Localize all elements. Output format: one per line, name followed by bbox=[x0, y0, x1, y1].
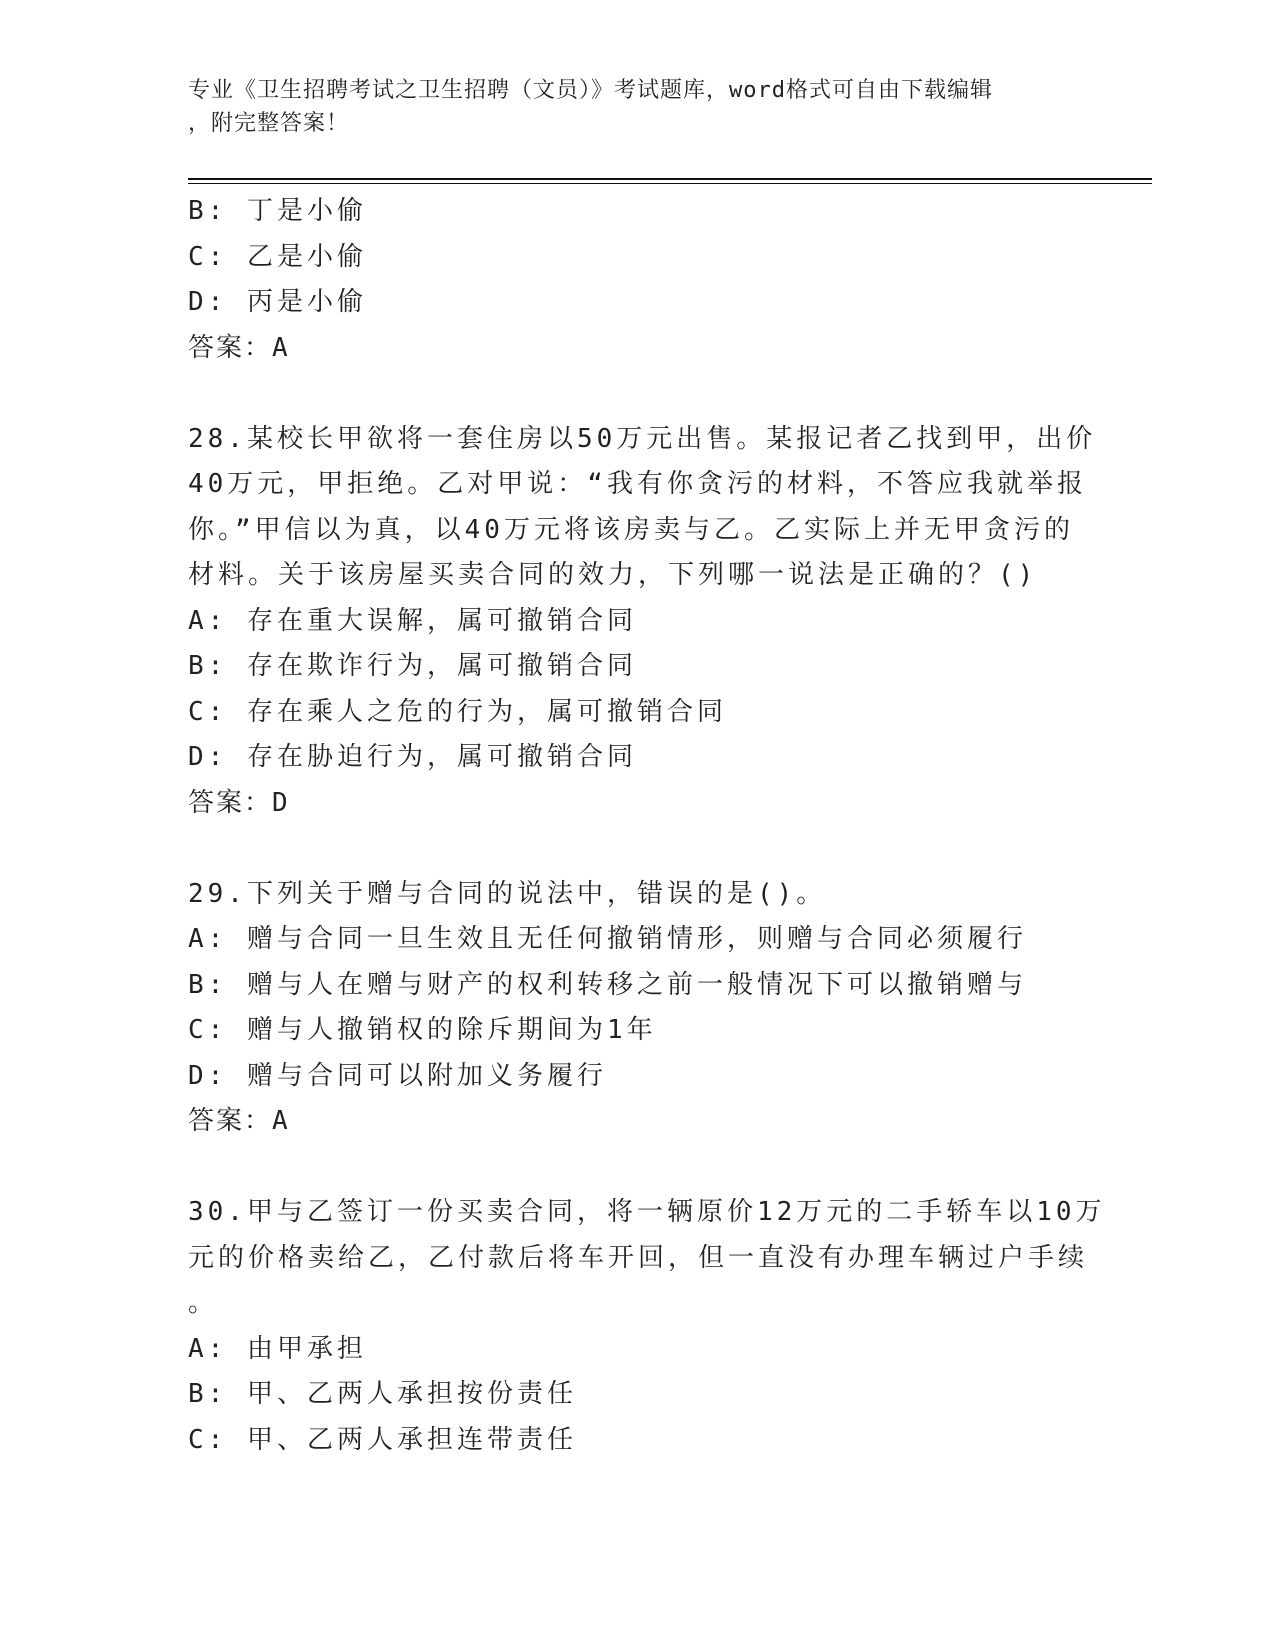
spacer bbox=[188, 1145, 1078, 1191]
question-30 bbox=[188, 1190, 1106, 1463]
answer-label: 答案：A bbox=[188, 332, 290, 363]
header-line-1: 专业《卫生招聘考试之卫生招聘（文员）》考试题库，word格式可自由下载编辑 bbox=[188, 78, 993, 103]
option-b: B: 赠与人在赠与财产的权利转移之前一般情况下可以撤销赠与 bbox=[188, 969, 1027, 1000]
question-stem-line: 40万元，甲拒绝。乙对甲说：“我有你贪污的材料，不答应我就举报 bbox=[188, 469, 1087, 499]
question-stem-line: 28.某校长甲欲将一套住房以50万元出售。某报记者乙找到甲，出价 bbox=[188, 423, 1097, 454]
option-a: A: 赠与合同一旦生效且无任何撤销情形，则赠与合同必须履行 bbox=[188, 924, 1027, 954]
question-list bbox=[188, 189, 1106, 1463]
option-c: C: 乙是小偷 bbox=[188, 241, 367, 272]
spacer bbox=[188, 371, 1078, 417]
header-rule-thick bbox=[188, 178, 1152, 180]
option-c: C: 甲、乙两人承担连带责任 bbox=[188, 1424, 577, 1455]
option-c: C: 赠与人撤销权的除斥期间为1年 bbox=[188, 1015, 657, 1045]
option-b: B: 丁是小偷 bbox=[188, 196, 367, 226]
document-header bbox=[188, 74, 1088, 140]
question-stem-line: 29.下列关于赠与合同的说法中，错误的是()。 bbox=[188, 878, 827, 909]
option-c: C: 存在乘人之危的行为，属可撤销合同 bbox=[188, 696, 727, 727]
option-b: B: 甲、乙两人承担按份责任 bbox=[188, 1379, 577, 1409]
option-a: A: 由甲承担 bbox=[188, 1333, 367, 1364]
question-27-fragment bbox=[188, 189, 1078, 371]
option-b: B: 存在欺诈行为，属可撤销合同 bbox=[188, 651, 637, 681]
question-28 bbox=[188, 417, 1097, 827]
answer-label: 答案：D bbox=[188, 787, 290, 818]
question-stem-line: 你。”甲信以为真，以40万元将该房卖与乙。乙实际上并无甲贪污的 bbox=[188, 514, 1074, 545]
question-29 bbox=[188, 872, 1078, 1145]
option-d: D: 丙是小偷 bbox=[188, 287, 367, 317]
question-stem-line: 。 bbox=[188, 1288, 219, 1318]
header-line-2: ，附完整答案！ bbox=[188, 111, 350, 136]
option-d: D: 存在胁迫行为，属可撤销合同 bbox=[188, 742, 637, 772]
header-rule-thin bbox=[188, 183, 1152, 184]
option-d: D: 赠与合同可以附加义务履行 bbox=[188, 1060, 607, 1091]
option-a: A: 存在重大误解，属可撤销合同 bbox=[188, 605, 637, 636]
question-stem-line: 30.甲与乙签订一份买卖合同，将一辆原价12万元的二手轿车以10万 bbox=[188, 1197, 1106, 1227]
answer-label: 答案：A bbox=[188, 1106, 290, 1136]
spacer bbox=[188, 826, 1078, 872]
question-stem-line: 材料。关于该房屋买卖合同的效力，下列哪一说法是正确的？() bbox=[188, 560, 1038, 590]
question-stem-line: 元的价格卖给乙，乙付款后将车开回，但一直没有办理车辆过户手续 bbox=[188, 1242, 1089, 1273]
